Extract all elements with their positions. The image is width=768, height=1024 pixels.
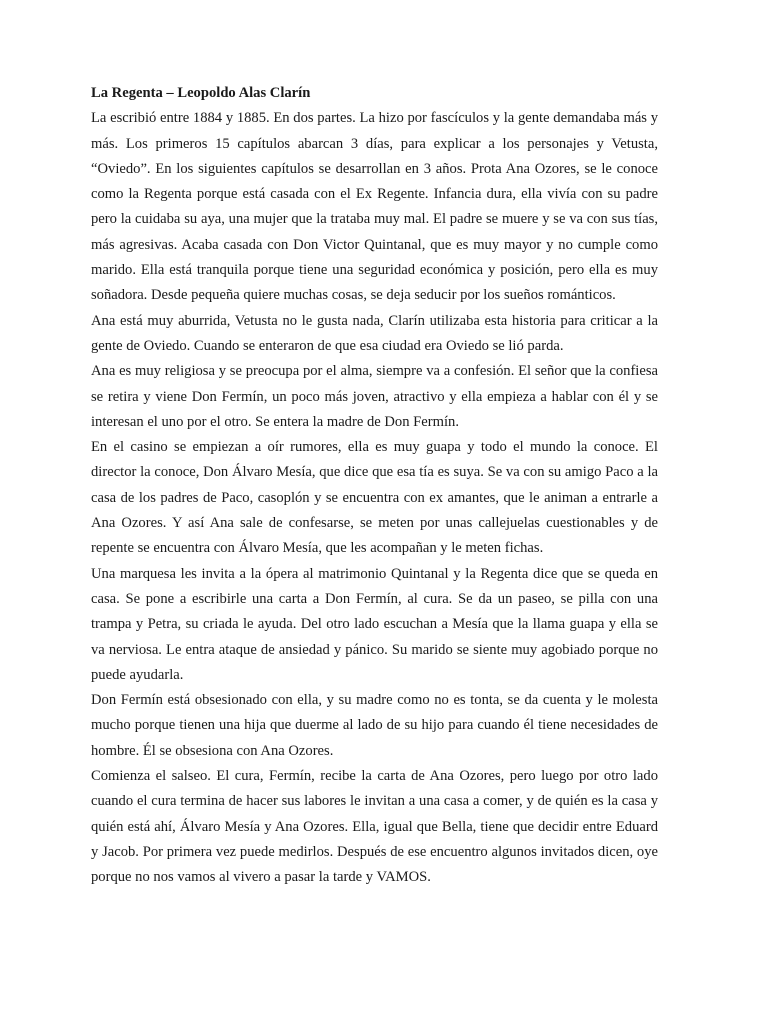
paragraph-opera: Una marquesa les invita a la ópera al matrimonio Quintanal y la Regenta dice que se queda en casa. Se pone a escribirle una carta a Don Fermín, al cura. Se da un paseo, se pilla con una trampa y Petra, su criada le ayuda. Del otro lado escuchan a Mesía que la llama guapa y ella se va nerviosa. Le entra ataque de ansiedad y pánico. Su marido se siente muy agobiado porque no puede ayudarla. [91, 565, 658, 683]
document-page [91, 81, 658, 891]
paragraph-composition: La escribió entre 1884 y 1885. En dos partes. La hizo por fascículos y la gente demandaba más y más. Los primeros 15 capítulos abarcan 3 días, para explicar a los personajes y Vetusta, “Oviedo”. En los siguientes capítulos se desarrollan en 3 años. Prota Ana Ozores, se le conoce como la Regenta porque está casada con el Ex Regente. Infancia dura, ella vivía con su padre pero la cuidaba su aya, una mujer que la trataba muy mal. El padre se muere y se va con sus tías, más agresivas. Acaba casada con Don Victor Quintanal, que es muy mayor y no cumple como marido. Ella está tranquila porque tiene una seguridad económica y posición, pero ella es muy soñadora. Desde pequeña quiere muchas cosas, se deja seducir por los sueños románticos. [91, 110, 658, 304]
paragraph-climax: Comienza el salseo. El cura, Fermín, recibe la carta de Ana Ozores, pero luego por otro lado cuando el cura termina de hacer sus labores le invitan a una casa a comer, y de quién es la casa y quién está ahí, Álvaro Mesía y Ana Ozores. Ella, igual que Bella, tiene que decidir entre Eduard y Jacob. Por primera vez puede medirlos. Después de ese encuentro algunos invitados dicen, oye porque no nos vamos al vivero a pasar la tarde y VAMOS. [91, 768, 658, 886]
paragraph-casino: En el casino se empiezan a oír rumores, ella es muy guapa y todo el mundo la conoce. El director la conoce, Don Álvaro Mesía, que dice que esa tía es suya. Se va con su amigo Paco a la casa de los padres de Paco, casoplón y se encuentra con ex amantes, que le animan a entrarle a Ana Ozores. Y así Ana sale de confesarse, se meten por unas callejuelas cuestionables y de repente se encuentra con Álvaro Mesía, que les acompañan y le meten fichas. [91, 439, 658, 557]
paragraph-confession: Ana es muy religiosa y se preocupa por el alma, siempre va a confesión. El señor que la confiesa se retira y viene Don Fermín, un poco más joven, atractivo y ella empieza a hablar con él y se interesan el uno por el otro. Se entera la madre de Don Fermín. [91, 363, 658, 430]
document-title: La Regenta – Leopoldo Alas Clarín [91, 85, 311, 101]
paragraph-obsession: Don Fermín está obsesionado con ella, y su madre como no es tonta, se da cuenta y le molesta mucho porque tienen una hija que duerme al lado de su hijo para cuando él tiene necesidades de hombre. Él se obsesiona con Ana Ozores. [91, 692, 658, 759]
paragraph-boredom: Ana está muy aburrida, Vetusta no le gusta nada, Clarín utilizaba esta historia para criticar a la gente de Oviedo. Cuando se enteraron de que esa ciudad era Oviedo se lió parda. [91, 312, 658, 354]
